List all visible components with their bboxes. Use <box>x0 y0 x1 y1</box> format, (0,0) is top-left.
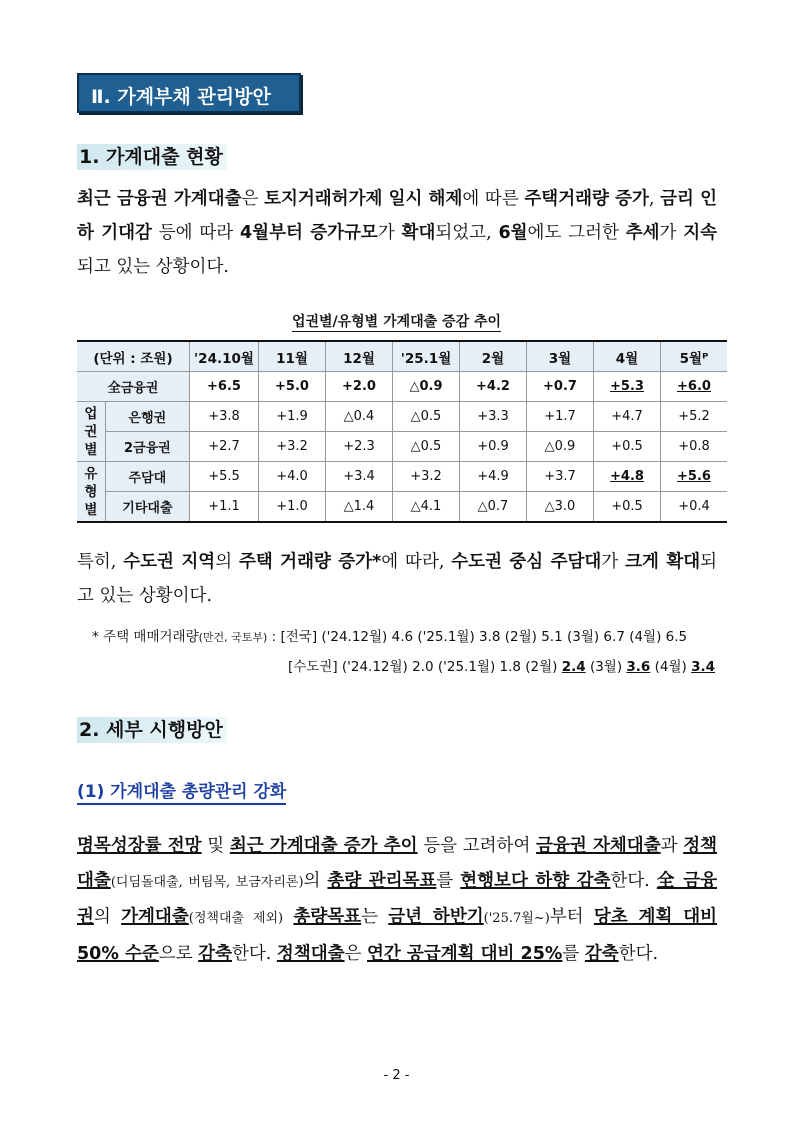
heading-2-text: 2. 세부 시행방안 <box>77 717 227 743</box>
cell-value: +5.0 <box>275 379 309 394</box>
emphasis-text: 토지거래허가제 일시 해제 <box>264 189 463 209</box>
group-char: 별 <box>84 441 98 458</box>
group-char: 형 <box>84 483 98 500</box>
emphasis-text: 총량목표 <box>293 907 362 927</box>
table-cell <box>594 372 661 402</box>
section-title-box <box>77 73 301 113</box>
table-cell <box>661 372 728 402</box>
table-cell <box>460 402 527 432</box>
row-label: 기타대출 <box>105 492 189 523</box>
footnote-prefix: * 주택 매매거래량 <box>92 629 199 645</box>
table-cell <box>460 432 527 462</box>
column-header: 5월ᴾ <box>661 341 728 372</box>
footnote-source: (만건, 국토부) <box>198 631 268 644</box>
column-header: 4월 <box>594 341 661 372</box>
row-group-label <box>77 462 105 523</box>
emphasis-text: 주택 거래량 증가* <box>238 552 382 572</box>
cell-value: +0.4 <box>678 499 710 514</box>
cell-value: △0.4 <box>343 409 375 424</box>
emphasis-text: 명목성장률 전망 <box>77 836 202 856</box>
emphasis-text: 정책대출 <box>276 943 345 964</box>
emphasis-text: 당초 계획 대비 50% 수준 <box>77 907 718 964</box>
cell-value: +3.2 <box>410 469 442 484</box>
table-cell <box>393 402 460 432</box>
table-cell <box>527 372 594 402</box>
body-text: 의 <box>215 552 239 572</box>
footnote-v4: 3.4 <box>691 659 715 675</box>
group-char: 유 <box>84 465 98 482</box>
body-text: 은 <box>344 943 368 964</box>
body-text: 에 따라, <box>381 552 452 572</box>
table-cell <box>190 372 259 402</box>
body-text: 의 <box>303 870 328 891</box>
body-text: ('25.7월~) <box>483 911 550 926</box>
table-cell <box>326 432 393 462</box>
row-group-label <box>77 402 105 462</box>
emphasis-text: 최근 금융권 가계대출 <box>77 189 242 209</box>
table-cell <box>190 432 259 462</box>
emphasis-text: 수도권 지역 <box>123 552 216 572</box>
cell-value: +1.9 <box>276 409 308 424</box>
table-cell <box>527 432 594 462</box>
footnote-capital: [수도권] ('24.12월) 2.0 ('25.1월) 1.8 (2월) <box>287 659 562 675</box>
table-cell <box>326 402 393 432</box>
emphasis-text: 총량 관리목표 <box>327 870 437 891</box>
emphasis-text: 6월 <box>498 223 528 243</box>
group-char: 별 <box>84 501 98 518</box>
cell-value: +0.5 <box>611 439 643 454</box>
cell-value: +3.2 <box>276 439 308 454</box>
footnote-m4: (4월) <box>650 659 692 675</box>
cell-value: +4.8 <box>610 469 644 484</box>
body-text: , <box>648 189 661 209</box>
group-char: 권 <box>84 423 98 440</box>
table-cell <box>661 462 728 492</box>
body-text: 에도 그러한 <box>527 223 626 243</box>
table-cell <box>661 492 728 523</box>
row-label: 2금융권 <box>105 432 189 462</box>
cell-value: △0.9 <box>409 379 443 394</box>
table-header-row <box>77 341 727 372</box>
cell-value: +0.5 <box>611 499 643 514</box>
body-text: 부터 <box>549 907 594 927</box>
table-cell <box>393 462 460 492</box>
emphasis-text: 확대 <box>401 223 436 243</box>
body-text: (디딤돌대출, 버팀목, 보금자리론) <box>110 874 304 890</box>
footnote-v3: 3.6 <box>626 659 651 675</box>
cell-value: +4.0 <box>276 469 308 484</box>
body-text: 특히, <box>77 552 124 572</box>
table-cell <box>594 432 661 462</box>
body-text: 으로 <box>158 943 199 964</box>
table-row <box>77 402 727 432</box>
column-header: 3월 <box>527 341 594 372</box>
body-text: 한다. <box>610 870 657 891</box>
table-row <box>77 492 727 523</box>
cell-value: △0.5 <box>410 439 442 454</box>
body-text: 되고 있는 상황이다. <box>77 257 229 277</box>
paragraph-2 <box>77 545 717 613</box>
emphasis-text: 금리 인하 기대감 <box>77 189 718 243</box>
emphasis-text: 현행보다 하향 감축 <box>460 870 611 891</box>
emphasis-text: 감축 <box>584 943 619 964</box>
table-cell <box>259 402 326 432</box>
cell-value: △0.7 <box>477 499 509 514</box>
table-cell <box>594 492 661 523</box>
heading-2 <box>77 715 227 742</box>
section-title: Ⅱ. 가계부채 관리방안 <box>91 86 271 108</box>
emphasis-text: 금년 하반기 <box>388 907 484 927</box>
table-cell <box>393 372 460 402</box>
cell-value: △4.1 <box>410 499 442 514</box>
body-text: 등을 고려하여 <box>417 836 537 856</box>
heading-1-text: 1. 가계대출 현황 <box>77 144 227 170</box>
cell-value: +4.9 <box>477 469 509 484</box>
column-header: '25.1월 <box>393 341 460 372</box>
body-text: 및 <box>201 836 230 856</box>
paragraph-1 <box>77 182 717 284</box>
emphasis-text: 연간 공급계획 대비 25% <box>367 943 563 964</box>
table-cell <box>259 432 326 462</box>
cell-value: +0.7 <box>543 379 577 394</box>
cell-value: +5.5 <box>208 469 240 484</box>
body-text: 과 <box>660 836 684 856</box>
body-text: 는 <box>361 907 389 927</box>
column-header: 2월 <box>460 341 527 372</box>
body-text <box>283 907 293 927</box>
table-cell <box>326 462 393 492</box>
table-cell <box>326 372 393 402</box>
row-label: 全금융권 <box>77 372 190 402</box>
table-cell <box>190 402 259 432</box>
emphasis-text: 가계대출 <box>121 907 189 927</box>
cell-value: +4.7 <box>611 409 643 424</box>
footnote-national: : [전국] ('24.12월) 4.6 ('25.1월) 3.8 (2월) 5.1 (3월) 6.7 (4월) 6.5 <box>267 629 688 645</box>
table-cell <box>460 462 527 492</box>
body-text: 가 <box>601 552 626 572</box>
cell-value: △1.4 <box>343 499 375 514</box>
emphasis-text: 크게 확대 <box>625 552 701 572</box>
body-text: 를 <box>436 870 461 891</box>
cell-value: +3.3 <box>477 409 509 424</box>
cell-value: +2.3 <box>343 439 375 454</box>
table-cell <box>527 462 594 492</box>
paragraph-3 <box>77 829 717 971</box>
body-text: 등에 따라 <box>151 223 240 243</box>
table-cell <box>393 492 460 523</box>
group-char: 업 <box>84 405 98 422</box>
cell-value: +2.7 <box>208 439 240 454</box>
body-text: 한다. <box>618 943 659 964</box>
emphasis-text: 全 금융권 <box>77 870 718 927</box>
table-cell <box>326 492 393 523</box>
table-cell <box>190 492 259 523</box>
cell-value: +6.5 <box>207 379 241 394</box>
table-cell <box>259 462 326 492</box>
emphasis-text: 주택거래량 증가 <box>524 189 649 209</box>
cell-value: △0.9 <box>544 439 576 454</box>
cell-value: +1.7 <box>544 409 576 424</box>
emphasis-text: 최근 가계대출 증가 추이 <box>229 836 418 856</box>
cell-value: +5.6 <box>677 469 711 484</box>
cell-value: +5.2 <box>678 409 710 424</box>
table-row <box>77 372 727 402</box>
footnote-m3: (3월) <box>585 659 627 675</box>
cell-value: +2.0 <box>342 379 376 394</box>
cell-value: +1.1 <box>208 499 240 514</box>
cell-value: +0.8 <box>678 439 710 454</box>
emphasis-text: 감축 <box>198 943 232 964</box>
body-text: 의 <box>93 907 122 927</box>
cell-value: +1.0 <box>276 499 308 514</box>
cell-value: △3.0 <box>544 499 576 514</box>
page-number: - 2 - <box>383 1068 410 1083</box>
table-cell <box>460 372 527 402</box>
row-label: 은행권 <box>105 402 189 432</box>
cell-value: +3.7 <box>544 469 576 484</box>
cell-value: △0.5 <box>410 409 442 424</box>
table-cell <box>259 372 326 402</box>
table-cell <box>527 492 594 523</box>
table-cell <box>594 402 661 432</box>
emphasis-text: 수도권 중심 주담대 <box>451 552 602 572</box>
table-cell <box>190 462 259 492</box>
heading-1 <box>77 142 227 169</box>
footnote-line-2 <box>288 654 715 681</box>
column-header: '24.10월 <box>190 341 259 372</box>
table-cell <box>661 402 728 432</box>
body-text: 가 <box>377 223 402 243</box>
body-text: 를 <box>562 943 585 964</box>
cell-value: +3.4 <box>343 469 375 484</box>
emphasis-text: 4월부터 증가규모 <box>239 223 378 243</box>
table-title <box>0 311 793 331</box>
body-text: 은 <box>241 189 265 209</box>
body-text: (정책대출 제외) <box>188 911 284 926</box>
column-header: 11월 <box>259 341 326 372</box>
unit-label: (단위 : 조원) <box>77 341 190 372</box>
table-row <box>77 462 727 492</box>
emphasis-text: 추세 <box>625 223 660 243</box>
table-cell <box>393 432 460 462</box>
body-text: 에 따른 <box>462 189 525 209</box>
cell-value: +4.2 <box>476 379 510 394</box>
loan-trend-table <box>77 340 727 523</box>
body-text: 되고 있는 상황이다. <box>77 552 718 606</box>
emphasis-text: 정책대출 <box>77 836 718 891</box>
subheading: (1) 가계대출 총량관리 강화 <box>77 777 286 805</box>
emphasis-text: 금융권 자체대출 <box>536 836 661 856</box>
body-text: 한다. <box>231 943 277 964</box>
footnote-v2: 2.4 <box>561 659 586 675</box>
table-cell <box>259 492 326 523</box>
cell-value: +6.0 <box>677 379 711 394</box>
cell-value: +3.8 <box>208 409 240 424</box>
footnote-line-1 <box>92 624 687 651</box>
cell-value: +5.3 <box>610 379 644 394</box>
table-cell <box>594 462 661 492</box>
emphasis-text: 지속 <box>683 223 718 243</box>
table-cell <box>661 432 728 462</box>
column-header: 12월 <box>326 341 393 372</box>
table-row <box>77 432 727 462</box>
body-text: 가 <box>659 223 684 243</box>
cell-value: +0.9 <box>477 439 509 454</box>
row-label: 주담대 <box>105 462 189 492</box>
table-cell <box>527 402 594 432</box>
table-title-text: 업권별/유형별 가계대출 증감 추이 <box>291 314 502 330</box>
table-cell <box>460 492 527 523</box>
body-text: 되었고, <box>435 223 499 243</box>
